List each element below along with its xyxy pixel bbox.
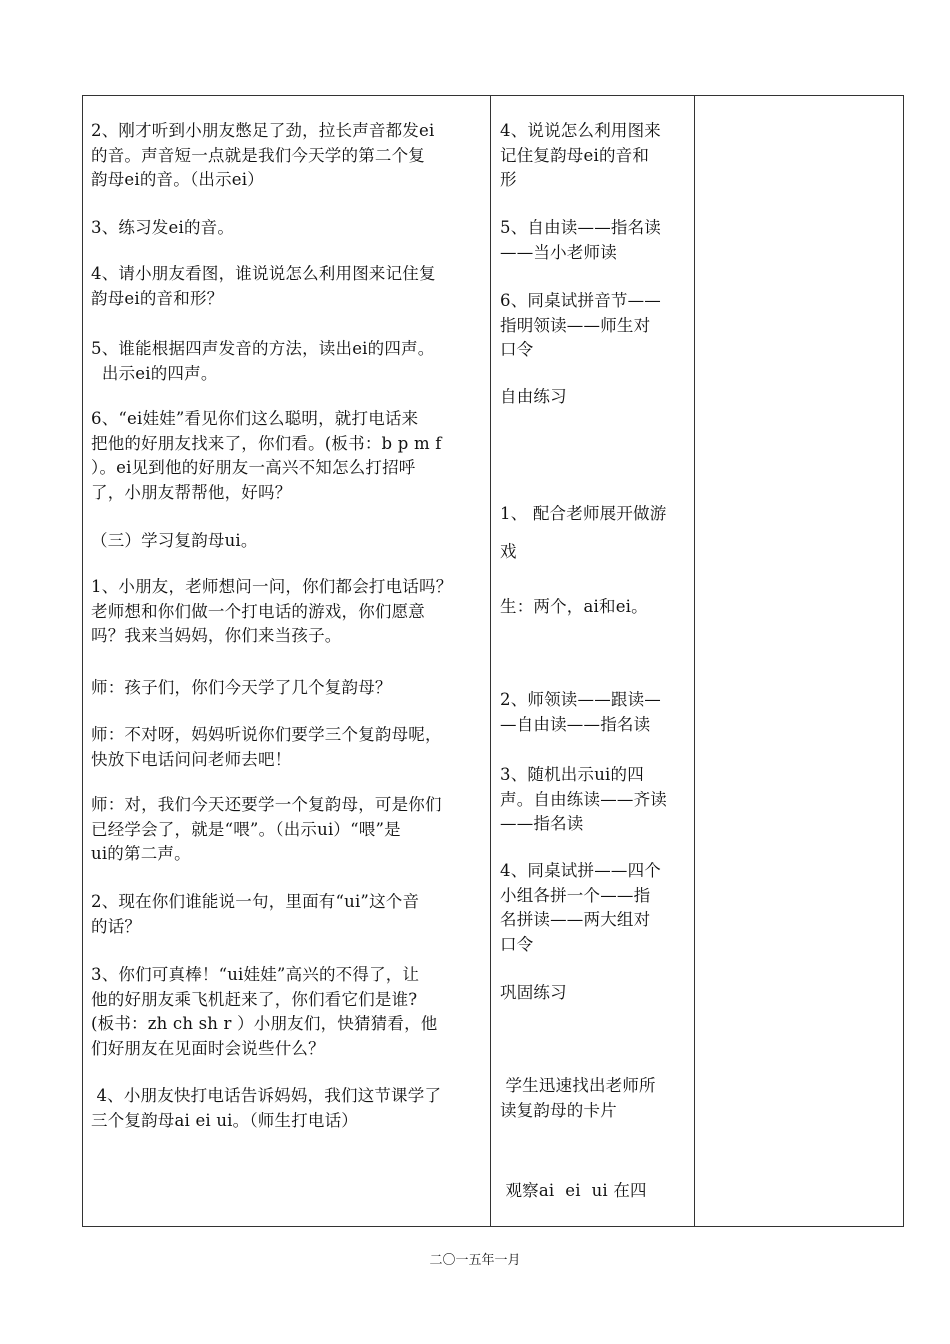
teacher-text-line: 了，小朋友帮帮他，好吗？ bbox=[91, 482, 292, 502]
teacher-text-line: 5、谁能根据四声发音的方法，读出ei的四声。 bbox=[91, 339, 435, 358]
teacher-text-line: 师：孩子们，你们今天学了几个复韵母？ bbox=[91, 678, 392, 697]
student-paragraph bbox=[500, 385, 567, 410]
student-paragraph bbox=[500, 289, 661, 363]
student-text-line: 戏 bbox=[500, 542, 517, 561]
teacher-text-line: 的话？ bbox=[91, 916, 142, 936]
teacher-text-line: 吗？我来当妈妈，你们来当孩子。 bbox=[91, 626, 342, 645]
teacher-text-line: 三个复韵母ai ei ui。（师生打电话） bbox=[91, 1110, 358, 1130]
teacher-paragraph bbox=[91, 723, 442, 772]
teacher-paragraph bbox=[91, 963, 438, 1061]
teacher-text-line: 快放下电话问问老师去吧！ bbox=[91, 749, 292, 769]
student-text-line: 名拼读——两大组对 bbox=[500, 910, 651, 929]
student-paragraph bbox=[500, 763, 667, 837]
student-text-line: 2、师领读——跟读— bbox=[500, 690, 661, 709]
teacher-paragraph bbox=[91, 890, 419, 939]
teacher-text-line: 2、现在你们谁能说一句，里面有“ui”这个音 bbox=[91, 892, 420, 911]
student-text-line: 5、自由读——指名读 bbox=[500, 218, 661, 237]
student-text-line: 自由练习 bbox=[500, 387, 567, 406]
student-text-line: 观察ai ei ui 在四 bbox=[500, 1181, 647, 1200]
teacher-text-line: 们好朋友在见面时会说些什么？ bbox=[91, 1038, 325, 1058]
teacher-text-line: 出示ei的四声。 bbox=[91, 363, 218, 383]
teacher-text-line: 他的好朋友乘飞机赶来了，你们看它们是谁? bbox=[91, 989, 418, 1009]
student-text-line: 1、 配合老师展开做游 bbox=[500, 504, 667, 523]
teacher-paragraph bbox=[91, 676, 392, 701]
student-text-line: 学生迅速找出老师所 bbox=[500, 1076, 656, 1095]
teacher-text-line: 1、小朋友，老师想问一问，你们都会打电话吗？ bbox=[91, 577, 453, 596]
teacher-paragraph bbox=[91, 407, 442, 505]
column-divider bbox=[694, 96, 695, 1226]
student-text-line: 形 bbox=[500, 170, 517, 189]
column-divider bbox=[490, 96, 491, 1226]
student-paragraph bbox=[500, 119, 661, 193]
student-text-line: 4、同桌试拼——四个 bbox=[500, 861, 661, 880]
teacher-text-line: 韵母ei的音。（出示ei） bbox=[91, 170, 264, 189]
student-text-line: 指明领读——师生对 bbox=[500, 315, 651, 335]
student-paragraph bbox=[500, 1074, 656, 1123]
student-text-line: 小组各拼一个——指 bbox=[500, 885, 651, 905]
teacher-text-line: （三）学习复韵母ui。 bbox=[91, 531, 258, 550]
teacher-text-line: 韵母ei的音和形？ bbox=[91, 288, 224, 308]
student-paragraph bbox=[500, 981, 567, 1006]
student-text-line: 读复韵母的卡片 bbox=[500, 1100, 617, 1120]
teacher-text-line: 6、“ei娃娃”看见你们这么聪明，就打电话来 bbox=[91, 409, 419, 428]
teacher-text-line: 老师想和你们做一个打电话的游戏，你们愿意 bbox=[91, 601, 425, 621]
teacher-paragraph bbox=[91, 337, 434, 386]
student-paragraph bbox=[500, 502, 666, 527]
teacher-text-line: ui的第二声。 bbox=[91, 844, 191, 863]
page-footer-date: 二〇一五年一月 bbox=[429, 1253, 521, 1268]
teacher-text-line: ）。ei见到他的好朋友一高兴不知怎么打招呼 bbox=[91, 458, 416, 477]
student-text-line: 6、同桌试拼音节—— bbox=[500, 291, 661, 310]
teacher-text-line: (板书：zh ch sh r ）小朋友们，快猜猜看，他 bbox=[91, 1014, 438, 1033]
teacher-text-line: 4、请小朋友看图，谁说说怎么利用图来记住复 bbox=[91, 264, 436, 283]
teacher-text-line: 已经学会了，就是“喂”。（出示ui）“喂”是 bbox=[91, 819, 401, 839]
student-paragraph bbox=[500, 216, 661, 265]
teacher-text-line: 4、小朋友快打电话告诉妈妈，我们这节课学了 bbox=[91, 1086, 442, 1105]
student-text-line: 口令 bbox=[500, 934, 534, 954]
teacher-text-line: 师：对，我们今天还要学一个复韵母，可是你们 bbox=[91, 795, 442, 814]
teacher-paragraph bbox=[91, 216, 234, 241]
student-text-line: 4、说说怎么利用图来 bbox=[500, 121, 661, 140]
student-paragraph bbox=[500, 540, 517, 565]
lesson-table bbox=[82, 95, 904, 1227]
teacher-text-line: 3、练习发ei的音。 bbox=[91, 218, 235, 237]
teacher-paragraph bbox=[91, 119, 434, 193]
student-text-line: 口令 bbox=[500, 340, 534, 359]
student-paragraph bbox=[500, 859, 661, 957]
student-paragraph bbox=[500, 595, 648, 620]
student-text-line: 声。自由练读——齐读 bbox=[500, 789, 667, 809]
student-text-line: ——当小老师读 bbox=[500, 242, 617, 262]
student-paragraph bbox=[500, 1179, 647, 1204]
student-text-line: 生：两个，ai和ei。 bbox=[500, 597, 648, 616]
teacher-paragraph bbox=[91, 529, 258, 554]
student-text-line: 巩固练习 bbox=[500, 983, 567, 1002]
teacher-paragraph bbox=[91, 262, 436, 311]
teacher-text-line: 把他的好朋友找来了，你们看。(板书：b p m f bbox=[91, 433, 442, 453]
teacher-text-line: 3、你们可真棒！“ui娃娃”高兴的不得了，让 bbox=[91, 965, 420, 984]
teacher-paragraph bbox=[91, 1084, 441, 1133]
student-text-line: 3、随机出示ui的四 bbox=[500, 765, 644, 784]
student-text-line: 记住复韵母ei的音和 bbox=[500, 145, 650, 165]
teacher-text-line: 的音。声音短一点就是我们今天学的第二个复 bbox=[91, 145, 425, 165]
student-text-line: —自由读——指名读 bbox=[500, 714, 651, 734]
student-paragraph bbox=[500, 688, 661, 737]
teacher-text-line: 2、刚才听到小朋友憋足了劲，拉长声音都发ei bbox=[91, 121, 435, 140]
teacher-paragraph bbox=[91, 793, 442, 867]
student-text-line: ——指名读 bbox=[500, 814, 584, 833]
teacher-paragraph bbox=[91, 575, 452, 649]
teacher-text-line: 师：不对呀，妈妈听说你们要学三个复韵母呢， bbox=[91, 725, 442, 744]
